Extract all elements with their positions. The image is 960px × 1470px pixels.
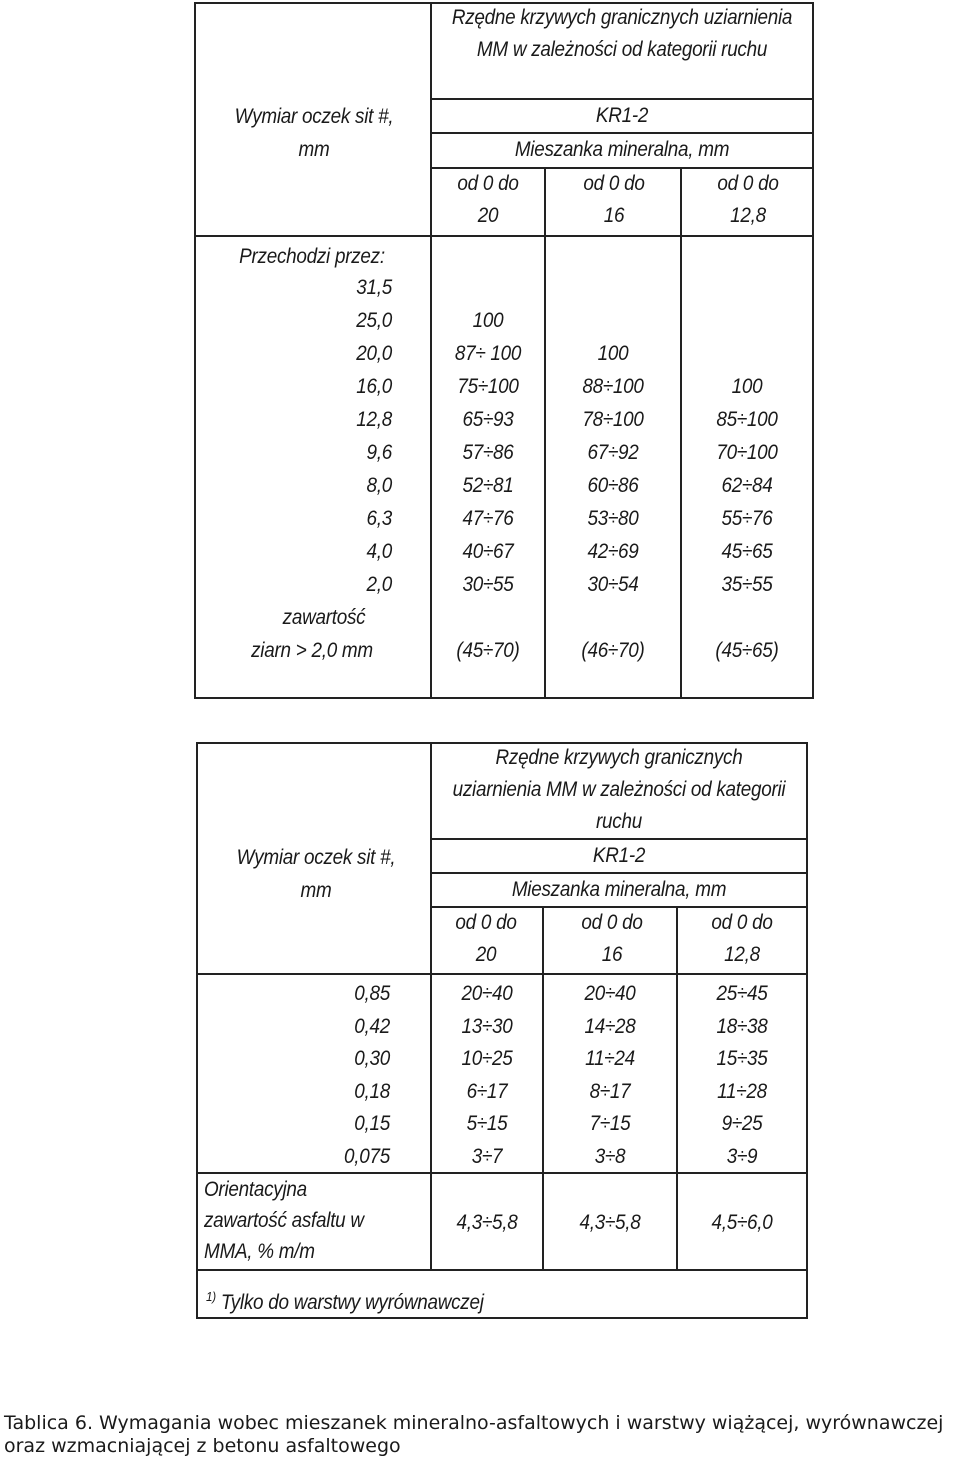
range-cell-col2: 3÷8 bbox=[594, 1144, 626, 1168]
table1-sieve-label: Wymiar oczek sit #, mm bbox=[234, 105, 394, 161]
table2-col-header-2: od 0 do 16 bbox=[581, 911, 643, 966]
footnote-mark: 1) bbox=[206, 1289, 216, 1304]
sieve-size-cell: 0,15 bbox=[354, 1112, 390, 1135]
table1-col-divider-1 bbox=[544, 168, 546, 698]
sieve-size-cell: 8,0 bbox=[366, 474, 392, 497]
range-cell-col2: 42÷69 bbox=[587, 540, 639, 563]
range-cell-col1: 57÷86 bbox=[462, 441, 514, 464]
table1-grain-value-3: (45÷65) bbox=[715, 639, 779, 662]
table2-sieve-label: Wymiar oczek sit #, mm bbox=[236, 846, 396, 902]
sieve-size-cell: 0,85 bbox=[354, 982, 390, 1005]
range-cell-col3: 45÷65 bbox=[721, 540, 773, 563]
sieve-size-cell: 6,3 bbox=[366, 507, 392, 530]
range-cell-col2: 60÷86 bbox=[587, 474, 639, 497]
table1-sieve-col-divider bbox=[430, 2, 432, 698]
table2-header-bottom bbox=[196, 973, 808, 975]
range-cell-col1: 5÷15 bbox=[466, 1112, 508, 1135]
table1-col-header-2: od 0 do 16 bbox=[583, 172, 645, 227]
table2-asphalt-bottom bbox=[196, 1269, 808, 1271]
sieve-size-cell: 25,0 bbox=[356, 309, 392, 332]
range-cell-col1: 10÷25 bbox=[461, 1047, 513, 1070]
range-cell-col2: 67÷92 bbox=[587, 441, 639, 464]
table2-left-border bbox=[196, 742, 198, 1318]
table1-grain-value-2: (46÷70) bbox=[581, 639, 645, 662]
range-cell-col1: 30÷55 bbox=[462, 573, 514, 596]
table2-col-header-1: od 0 do 20 bbox=[455, 911, 517, 966]
table1-mix-label: Mieszanka mineralna, mm bbox=[514, 138, 730, 161]
range-cell-col3: 9÷25 bbox=[721, 1112, 763, 1135]
sieve-size-cell: 16,0 bbox=[356, 375, 392, 398]
table2-col-divider-1 bbox=[542, 907, 544, 1270]
table1-header-bottom bbox=[194, 235, 814, 237]
range-cell-col3: 100 bbox=[731, 375, 763, 398]
range-cell-col1: 20÷40 bbox=[461, 982, 513, 1005]
sieve-size-cell: 0,18 bbox=[354, 1079, 390, 1103]
table2-col-header-3: od 0 do 12,8 bbox=[711, 911, 773, 966]
table2-header-group: Rzędne krzywych granicznych uziarnienia MM w zależności od kategorii ruchu bbox=[452, 746, 786, 833]
sieve-size-cell: 20,0 bbox=[356, 342, 392, 365]
range-cell-col3: 85÷100 bbox=[716, 408, 778, 431]
range-cell-col2: 30÷54 bbox=[587, 573, 639, 596]
range-cell-col3: 18÷38 bbox=[716, 1014, 768, 1038]
table1-right-border bbox=[812, 2, 814, 698]
range-cell-col1: 3÷7 bbox=[471, 1144, 503, 1168]
range-cell-col2: 78÷100 bbox=[582, 408, 644, 431]
range-cell-col1: 6÷17 bbox=[466, 1079, 508, 1103]
range-cell-col2: 88÷100 bbox=[582, 375, 644, 398]
table2-asphalt-value-3: 4,5÷6,0 bbox=[711, 1211, 773, 1234]
range-cell-col3: 62÷84 bbox=[721, 474, 773, 497]
table1-bottom-border bbox=[194, 697, 814, 699]
range-cell-col2: 100 bbox=[597, 342, 629, 365]
range-cell-col2: 14÷28 bbox=[584, 1014, 636, 1038]
range-cell-col1: 47÷76 bbox=[462, 507, 514, 530]
sieve-size-cell: 0,075 bbox=[344, 1144, 390, 1168]
range-cell-col1: 75÷100 bbox=[457, 375, 519, 398]
sieve-size-cell: 2,0 bbox=[366, 573, 392, 596]
range-cell-col1: 100 bbox=[472, 309, 504, 332]
range-cell-col1: 40÷67 bbox=[462, 540, 514, 563]
range-cell-col3: 11÷28 bbox=[717, 1079, 767, 1103]
range-cell-col2: 11÷24 bbox=[585, 1047, 635, 1070]
sieve-size-cell: 31,5 bbox=[356, 276, 392, 299]
table1-passes-label: Przechodzi przez: bbox=[239, 245, 385, 268]
table2-asphalt-value-1: 4,3÷5,8 bbox=[456, 1211, 518, 1234]
table2-right-border bbox=[806, 742, 808, 1318]
table1-category: KR1-2 bbox=[595, 104, 649, 127]
range-cell-col1: 65÷93 bbox=[462, 408, 514, 431]
table2-sieve-col-divider bbox=[430, 742, 432, 1270]
table2-footnote bbox=[206, 1280, 548, 1319]
table1-col-divider-2 bbox=[680, 168, 682, 698]
table1-col-header-3: od 0 do 12,8 bbox=[717, 172, 779, 227]
sieve-size-cell: 0,30 bbox=[354, 1047, 390, 1070]
range-cell-col2: 20÷40 bbox=[584, 982, 636, 1005]
range-cell-col1: 87÷ 100 bbox=[454, 342, 522, 365]
range-cell-col2: 8÷17 bbox=[589, 1079, 631, 1103]
table2-category: KR1-2 bbox=[592, 844, 646, 867]
range-cell-col3: 70÷100 bbox=[716, 441, 778, 464]
table1-left-border bbox=[194, 2, 196, 698]
table-caption: Tablica 6. Wymagania wobec mieszanek mineralno-asfaltowych i warstwy wiążącej, wyrównawczej oraz wzmacniającej z betonu asfaltowego bbox=[4, 1412, 944, 1457]
table1-col-header-1: od 0 do 20 bbox=[457, 172, 519, 227]
range-cell-col2: 7÷15 bbox=[589, 1112, 631, 1135]
footnote-text: Tylko do warstwy wyrównawczej bbox=[220, 1291, 484, 1314]
table1-grain-value-1: (45÷70) bbox=[456, 639, 520, 662]
sieve-size-cell: 0,42 bbox=[354, 1014, 390, 1038]
table2-mix-label: Mieszanka mineralna, mm bbox=[511, 878, 727, 901]
range-cell-col2: 53÷80 bbox=[587, 507, 639, 530]
table2-asphalt-label: Orientacyjna zawartość asfaltu w MMA, % m/m bbox=[204, 1178, 364, 1263]
range-cell-col3: 25÷45 bbox=[716, 982, 768, 1005]
range-cell-col3: 3÷9 bbox=[726, 1144, 758, 1168]
range-cell-col1: 52÷81 bbox=[462, 474, 514, 497]
range-cell-col3: 15÷35 bbox=[716, 1047, 768, 1070]
sieve-size-cell: 12,8 bbox=[356, 408, 392, 431]
table2-asphalt-value-2: 4,3÷5,8 bbox=[579, 1211, 641, 1234]
range-cell-col3: 35÷55 bbox=[721, 573, 773, 596]
sieve-size-cell: 4,0 bbox=[366, 540, 392, 563]
table1-grain-label-2: ziarn > 2,0 mm bbox=[251, 639, 373, 662]
table1-grain-label-1: zawartość bbox=[282, 606, 366, 629]
table1-header-group: Rzędne krzywych granicznych uziarnienia MM w zależności od kategorii ruchu bbox=[451, 6, 793, 61]
range-cell-col1: 13÷30 bbox=[461, 1014, 513, 1038]
table2-col-divider-2 bbox=[676, 907, 678, 1270]
range-cell-col3: 55÷76 bbox=[721, 507, 773, 530]
sieve-size-cell: 9,6 bbox=[366, 441, 392, 464]
